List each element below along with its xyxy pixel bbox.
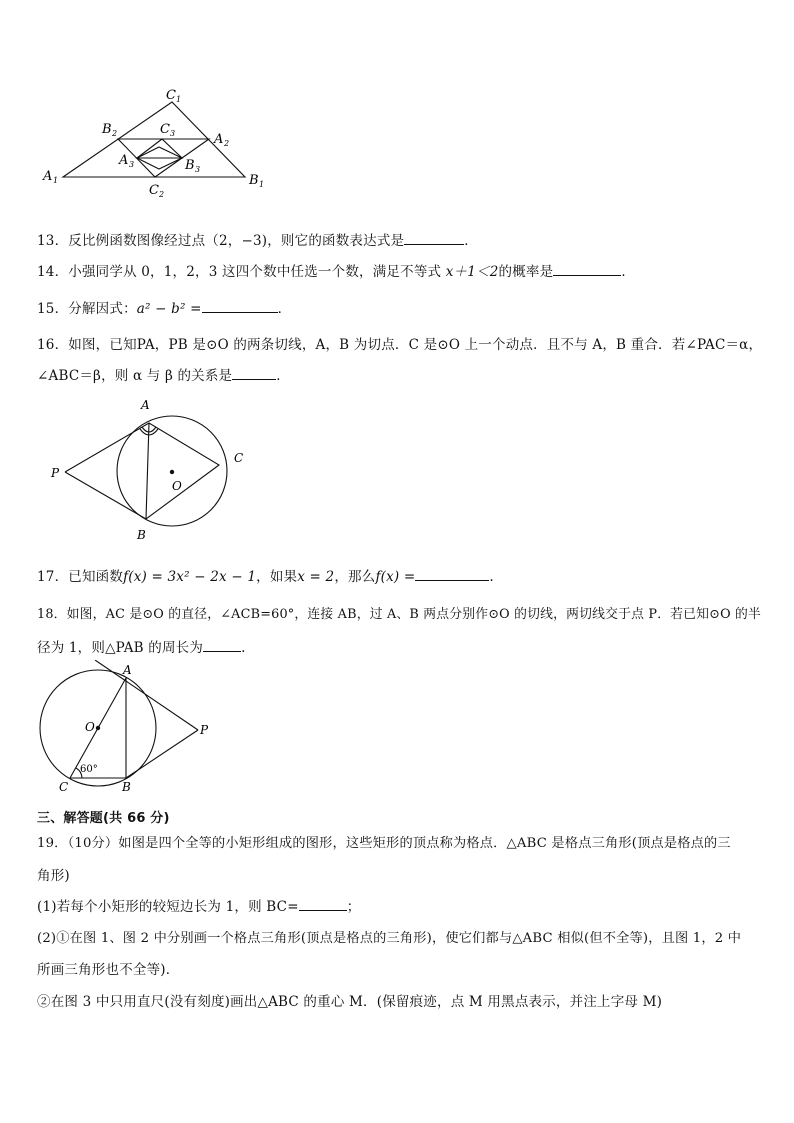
label-b2: B bbox=[102, 122, 112, 137]
label-O: O bbox=[85, 720, 95, 734]
tangent-circle-figure bbox=[45, 395, 255, 545]
question-19-part2b: 所画三角形也不全等)． bbox=[37, 962, 180, 978]
question-18-line2: 径为 1，则△PAB 的周长为 . bbox=[37, 640, 246, 656]
question-13-text: 13．反比例函数图像经过点（2，−3)，则它的函数表达式是 bbox=[37, 233, 405, 249]
factor-math: a² − b² = bbox=[136, 301, 202, 317]
label-C: C bbox=[59, 780, 69, 794]
inequality-math: x＋1＜2 bbox=[445, 264, 499, 280]
label-b3: B bbox=[185, 158, 195, 173]
answer-blank-19[interactable] bbox=[299, 897, 347, 911]
svg-text:3: 3 bbox=[129, 160, 135, 169]
svg-text:2: 2 bbox=[112, 129, 118, 138]
label-c2: C bbox=[149, 183, 159, 198]
svg-text:1: 1 bbox=[259, 180, 265, 189]
answer-blank-14[interactable] bbox=[553, 262, 621, 276]
question-19-part2a: (2)①在图 1、图 2 中分别画一个格点三角形(顶点是格点的三角形)，使它们都与△ABC 相似(但不全等)，且图 1，2 中 bbox=[37, 931, 742, 946]
angle-label: 60° bbox=[80, 764, 98, 775]
svg-text:1: 1 bbox=[176, 95, 182, 104]
question-13: 13．反比例函数图像经过点（2，−3)，则它的函数表达式是 ． bbox=[37, 233, 478, 249]
svg-text:1: 1 bbox=[53, 176, 59, 185]
label-a1: A bbox=[43, 169, 53, 184]
question-18-line1: 18．如图，AC 是⊙O 的直径，∠ACB=60°，连接 AB，过 A、B 两点分别作⊙O 的切线，两切线交于点 P．若已知⊙O 的半 bbox=[37, 607, 762, 622]
svg-text:2: 2 bbox=[159, 190, 165, 199]
label-B: B bbox=[122, 780, 131, 794]
label-c3: C bbox=[160, 122, 170, 137]
question-15: 15．分解因式：a² − b² = ． bbox=[37, 301, 292, 317]
function-math: f(x) = 3x² − 2x − 1 bbox=[123, 569, 257, 585]
label-O: O bbox=[172, 479, 182, 493]
question-16-line1: 16．如图，已知PA，PB 是⊙O 的两条切线，A，B 为切点．C 是⊙O 上一个动点．且不与 A，B 重合．若∠PAC＝α， bbox=[37, 337, 763, 353]
label-c1: C bbox=[166, 88, 176, 103]
label-b1: B bbox=[249, 173, 259, 188]
label-P: P bbox=[51, 466, 60, 480]
answer-blank-15[interactable] bbox=[202, 299, 278, 313]
question-14: 14．小强同学从 0，1，2，3 这四个数中任选一个数，满足不等式 x＋1＜2的概率是 ． bbox=[37, 264, 636, 280]
answer-blank-13[interactable] bbox=[404, 231, 464, 245]
question-14-text: 14．小强同学从 0，1，2，3 这四个数中任选一个数，满足不等式 bbox=[37, 264, 442, 280]
label-a2: A bbox=[214, 132, 224, 147]
diameter-tangent-figure bbox=[30, 660, 230, 800]
label-C: C bbox=[234, 451, 244, 465]
nested-triangles-figure bbox=[35, 82, 275, 202]
question-19-line1: 19．（10分）如图是四个全等的小矩形组成的图形，这些矩形的顶点称为格点．△ABC 是格点三角形(顶点是格点的三 bbox=[37, 836, 731, 851]
question-19-line2: 角形) bbox=[37, 868, 70, 884]
answer-blank-18[interactable] bbox=[203, 638, 241, 652]
section-heading: 三、解答题(共 66 分) bbox=[37, 811, 170, 826]
svg-text:2: 2 bbox=[224, 139, 230, 148]
label-A: A bbox=[123, 663, 132, 677]
question-17: 17．已知函数f(x) = 3x² − 2x − 1，如果x = 2，那么f(x) = . bbox=[37, 569, 494, 585]
answer-blank-17[interactable] bbox=[415, 567, 489, 581]
question-15-text: 15．分解因式： bbox=[37, 301, 137, 317]
question-16-line2: ∠ABC＝β，则 α 与 β 的关系是 ． bbox=[37, 368, 290, 384]
label-a3: A bbox=[119, 153, 129, 168]
svg-text:3: 3 bbox=[195, 165, 201, 174]
answer-blank-16[interactable] bbox=[232, 366, 276, 380]
label-A: A bbox=[141, 398, 150, 412]
label-P: P bbox=[200, 723, 209, 737]
question-19-part3: ②在图 3 中只用直尺(没有刻度)画出△ABC 的重心 M．(保留痕迹，点 M 用黑点表示，并注上字母 M) bbox=[37, 994, 663, 1010]
svg-text:3: 3 bbox=[170, 129, 176, 138]
label-B: B bbox=[137, 528, 146, 542]
question-19-part1: (1)若每个小矩形的较短边长为 1，则 BC= ； bbox=[37, 899, 361, 915]
